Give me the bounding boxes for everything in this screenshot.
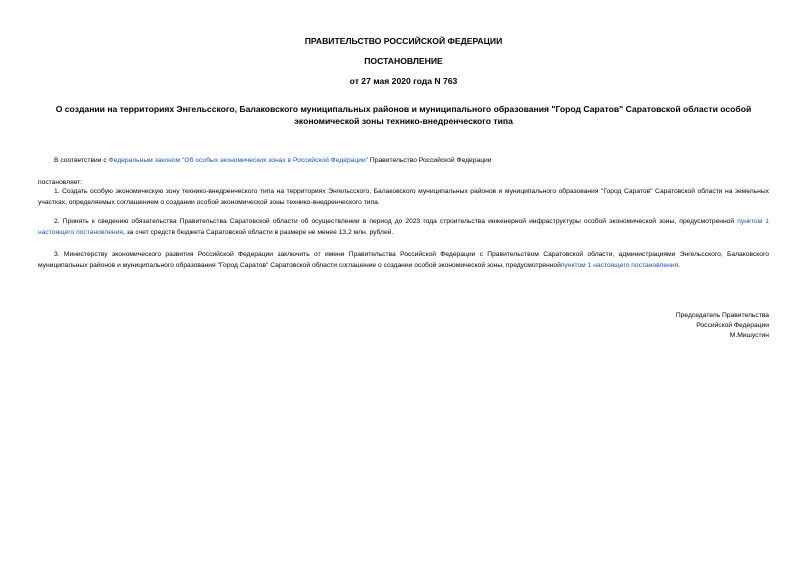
item-2-text-after: , за счет средств бюджета Саратовской области в размере не менее 13,2 млн. рублей. [122,228,394,236]
government-heading: ПРАВИТЕЛЬСТВО РОССИЙСКОЙ ФЕДЕРАЦИИ [304,36,503,46]
preamble-text-before: В соответствии с [54,157,109,164]
item-1-reference-link-2[interactable]: пунктом 1 настоящего постановления [560,261,679,269]
preamble-text-after: Правительство Российской Федерации [368,157,492,164]
signature-organization: Российской Федерации [696,322,769,329]
item-2-text-before: 2. Принять к сведению обязательства Правительства Саратовской области об осуществлении в период до 2023 года строительства инженерной инфраструктуры особой экономической зоны, предусмотренной [54,218,738,225]
federal-law-link[interactable]: Федеральным законом "Об особых экономических зонах в Российской Федерации" [108,157,369,164]
item-3-text-after: . [678,261,681,269]
document-title: О создании на территориях Энгельсского, Балаковского муниципальных районов и муниципального образования "Город Саратов" Саратовской области особой экономической зоны технико-внедренческого типа [55,104,752,126]
preamble-paragraph [38,156,769,167]
item-1-paragraph: 1. Создать особую экономическую зону технико-внедренческого типа на территориях Энгельсского, Балаковского муниципальных районов и муниципального образования "Город Саратов" Саратовской области на земельных участках, определяемых соглашением о создании особой экономической зоны технико-внедренческого типа. [38,188,769,206]
document-type-heading: ПОСТАНОВЛЕНИЕ [364,56,443,66]
signature-position: Председатель Правительства [675,312,769,319]
item-2-paragraph [38,217,769,238]
signature-name: М.Мишустин [729,332,769,339]
decides-text: постановляет: [38,179,83,186]
item-1-reference-link[interactable]: пунктом 1 настоящего постановления [38,218,770,236]
date-number-heading: от 27 мая 2020 года N 763 [349,76,458,86]
item-3-paragraph [38,250,769,271]
item-3-text-before: 3. Министерству экономического развития Российской Федерации заключить от имени Правительства Российской Федерации с Правительством Саратовской области, администрациями Энгельсского, Балаковского муниципальных районов и муниципального образования "Город Саратов" Саратовской области соглашение о создании особой экономической зоны, предусмотренной [38,251,769,269]
